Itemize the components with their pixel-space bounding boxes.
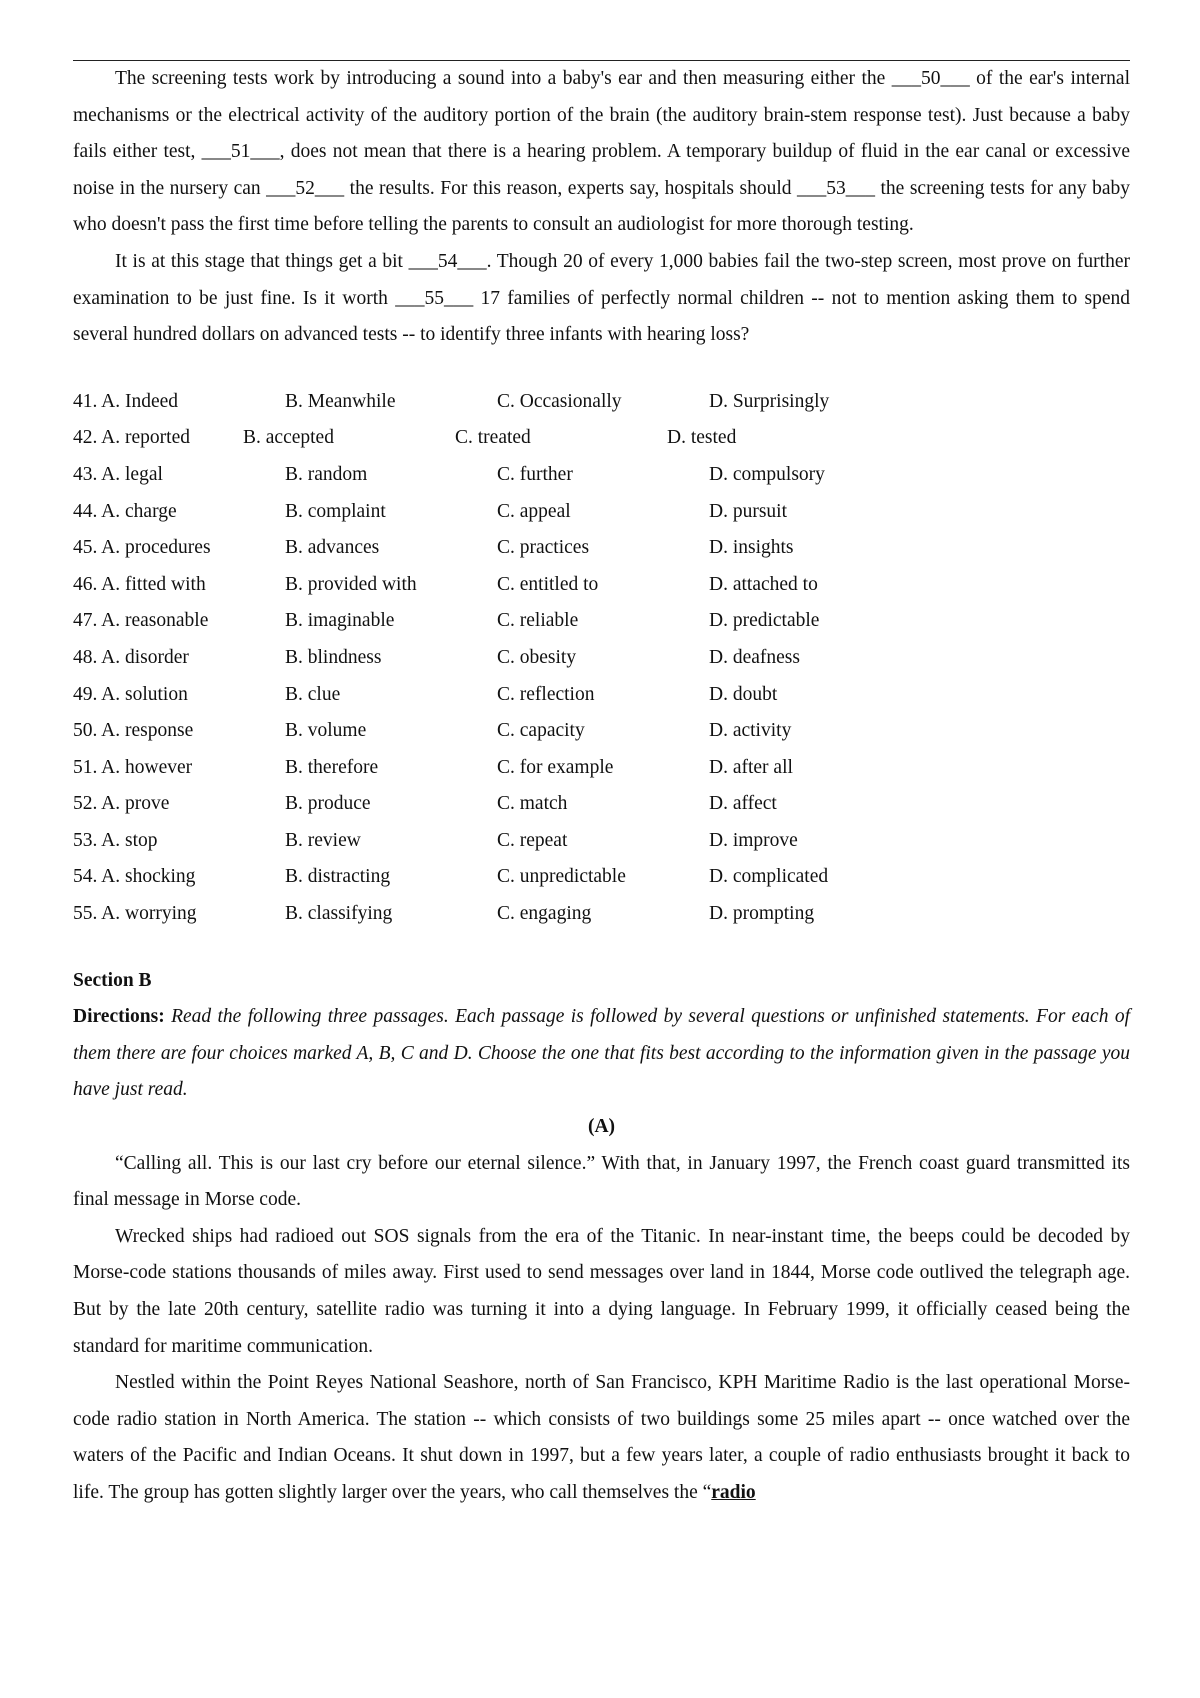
option-b: B. volume bbox=[285, 720, 367, 742]
option-b: B. blindness bbox=[285, 646, 382, 668]
document-page bbox=[73, 60, 1130, 1512]
option-a: 42. A. reported bbox=[73, 427, 190, 449]
option-a: 41. A. Indeed bbox=[73, 390, 179, 412]
option-c: C. for example bbox=[497, 756, 614, 778]
option-c: C. match bbox=[497, 793, 568, 815]
option-d: D. after all bbox=[709, 756, 793, 778]
option-d: D. prompting bbox=[709, 903, 815, 925]
option-row-41 bbox=[73, 384, 1130, 421]
passage-paragraph-1: The screening tests work by introducing a sound into a baby's ear and then measuring either the ___50___ of the ear's internal mechanisms or the electrical activity of the auditory portion of the brain (the auditory brain-stem response test). Just because a baby fails either test, ___51___, does not mean that there is a hearing problem. A temporary buildup of fluid in the ear canal or excessive noise in the nursery can ___52___ the results. For this reason, experts say, hospitals should ___53___ the screening tests for any baby who doesn't pass the first time before telling the parents to consult an audiologist for more thorough testing. bbox=[73, 68, 1130, 236]
option-c: C. treated bbox=[455, 427, 531, 449]
option-d: D. complicated bbox=[709, 866, 829, 888]
highlighted-term: radio bbox=[711, 1481, 756, 1503]
option-a: 46. A. fitted with bbox=[73, 573, 206, 595]
option-a: 48. A. disorder bbox=[73, 646, 189, 668]
option-b: B. therefore bbox=[285, 756, 379, 778]
option-d: D. deafness bbox=[709, 646, 800, 668]
option-a: 55. A. worrying bbox=[73, 903, 197, 925]
option-a: 44. A. charge bbox=[73, 500, 177, 522]
directions bbox=[73, 999, 1130, 1109]
option-b: B. distracting bbox=[285, 866, 391, 888]
option-row-47 bbox=[73, 603, 1130, 640]
passage-a-paragraph-2: Wrecked ships had radioed out SOS signals from the era of the Titanic. In near-instant time, the beeps could be decoded by Morse-code stations thousands of miles away. First used to send messages over land in 1844, Morse code outlived the telegraph age. But by the late 20th century, satellite radio was turning it into a dying language. In February 1999, it officially ceased being the standard for maritime communication. bbox=[73, 1225, 1130, 1357]
option-c: C. obesity bbox=[497, 646, 577, 668]
option-a: 43. A. legal bbox=[73, 463, 163, 485]
option-b: B. classifying bbox=[285, 903, 393, 925]
directions-text: Read the following three passages. Each passage is followed by several questions or unfinished statements. For each of them there are four choices marked A, B, C and D. Choose the one that fits best according to the information given in the passage you have just read. bbox=[73, 1006, 1130, 1101]
passage-a-paragraph-1: “Calling all. This is our last cry before our eternal silence.” With that, in January 1997, the French coast guard transmitted its final message in Morse code. bbox=[73, 1152, 1130, 1211]
option-row-42 bbox=[73, 420, 1130, 457]
option-row-43 bbox=[73, 457, 1130, 494]
answer-options bbox=[73, 384, 1130, 933]
option-c: C. practices bbox=[497, 537, 590, 559]
section-title: Section B bbox=[73, 969, 152, 991]
option-d: D. compulsory bbox=[709, 463, 825, 485]
option-row-51 bbox=[73, 750, 1130, 787]
paragraph-text: Nestled within the Point Reyes National Seashore, north of San Francisco, KPH Maritime Radio is the last operational Morse-code radio station in North America. The station -- which consists of two buildings some 25 miles apart -- once watched over the waters of the Pacific and Indian Oceans. It shut down in 1997, but a few years later, a couple of radio enthusiasts brought it back to life. The group has gotten slightly larger over the years, who call themselves the “ bbox=[73, 1372, 1130, 1503]
option-d: D. Surprisingly bbox=[709, 390, 830, 412]
option-row-53 bbox=[73, 823, 1130, 860]
option-d: D. improve bbox=[709, 829, 798, 851]
option-row-52 bbox=[73, 786, 1130, 823]
option-a: 47. A. reasonable bbox=[73, 610, 209, 632]
option-c: C. entitled to bbox=[497, 573, 599, 595]
option-a: 53. A. stop bbox=[73, 829, 158, 851]
directions-label: Directions: bbox=[73, 1006, 165, 1028]
option-b: B. review bbox=[285, 829, 361, 851]
passage-label: (A) bbox=[587, 1116, 616, 1138]
passage-paragraph-2: It is at this stage that things get a bit ___54___. Though 20 of every 1,000 babies fail the two-step screen, most prove on further examination to be just fine. Is it worth ___55___ 17 families of perfectly normal children -- not to mention asking them to spend several hundred dollars on advanced tests -- to identify three infants with hearing loss? bbox=[73, 250, 1130, 346]
option-b: B. clue bbox=[285, 683, 341, 705]
option-d: D. insights bbox=[709, 537, 794, 559]
option-row-46 bbox=[73, 567, 1130, 604]
option-b: B. provided with bbox=[285, 573, 417, 595]
option-b: B. Meanwhile bbox=[285, 390, 396, 412]
option-c: C. repeat bbox=[497, 829, 568, 851]
option-c: C. further bbox=[497, 463, 573, 485]
option-c: C. reflection bbox=[497, 683, 595, 705]
option-a: 51. A. however bbox=[73, 756, 193, 778]
option-a: 49. A. solution bbox=[73, 683, 188, 705]
option-c: C. appeal bbox=[497, 500, 571, 522]
option-c: C. engaging bbox=[497, 903, 592, 925]
passage-a-paragraph-3 bbox=[73, 1365, 1130, 1511]
option-a: 54. A. shocking bbox=[73, 866, 196, 888]
option-c: C. reliable bbox=[497, 610, 579, 632]
option-row-48 bbox=[73, 640, 1130, 677]
option-b: B. produce bbox=[285, 793, 371, 815]
option-c: C. capacity bbox=[497, 720, 585, 742]
option-row-50 bbox=[73, 713, 1130, 750]
option-d: D. attached to bbox=[709, 573, 818, 595]
option-d: D. activity bbox=[709, 720, 792, 742]
option-a: 50. A. response bbox=[73, 720, 194, 742]
option-b: B. advances bbox=[285, 537, 380, 559]
option-row-49 bbox=[73, 677, 1130, 714]
option-row-44 bbox=[73, 494, 1130, 531]
option-d: D. pursuit bbox=[709, 500, 787, 522]
option-d: D. affect bbox=[709, 793, 777, 815]
option-a: 52. A. prove bbox=[73, 793, 170, 815]
option-b: B. random bbox=[285, 463, 368, 485]
option-row-55 bbox=[73, 896, 1130, 933]
option-a: 45. A. procedures bbox=[73, 537, 211, 559]
option-b: B. accepted bbox=[243, 427, 334, 449]
option-row-45 bbox=[73, 530, 1130, 567]
option-c: C. Occasionally bbox=[497, 390, 622, 412]
option-d: D. predictable bbox=[709, 610, 820, 632]
option-c: C. unpredictable bbox=[497, 866, 626, 888]
option-d: D. doubt bbox=[709, 683, 778, 705]
option-b: B. complaint bbox=[285, 500, 386, 522]
option-d: D. tested bbox=[667, 427, 737, 449]
option-b: B. imaginable bbox=[285, 610, 395, 632]
option-row-54 bbox=[73, 859, 1130, 896]
